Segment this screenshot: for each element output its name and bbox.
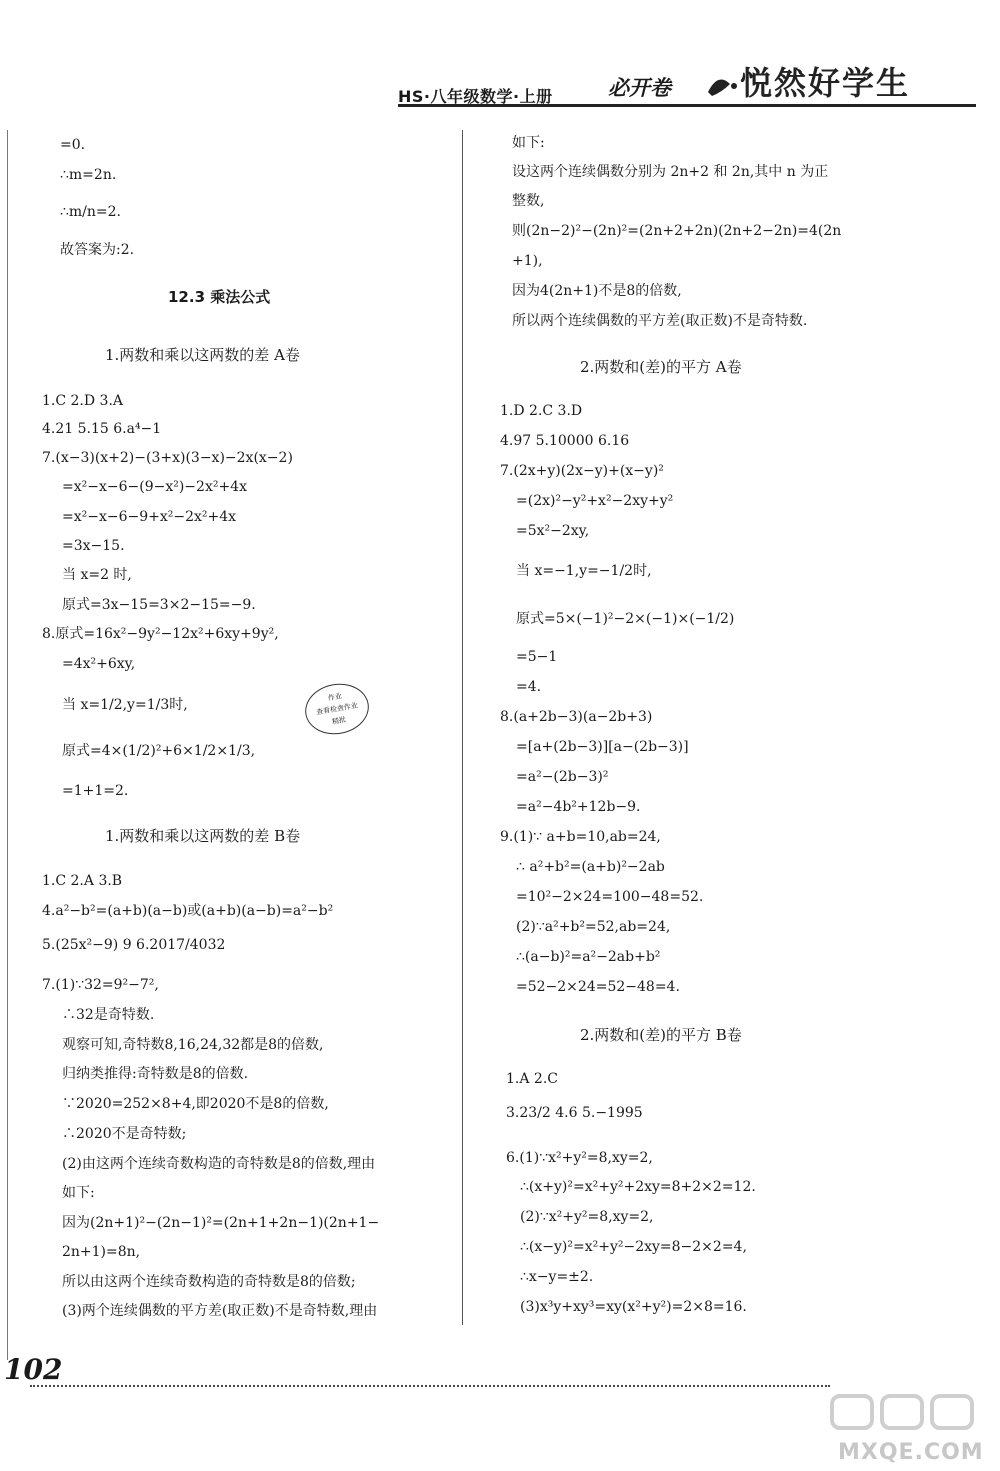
text-line: 2n+1)=8n, [62,1244,141,1260]
brand-name: 悦然好学生 [740,64,911,102]
text-line: 因为4(2n+1)不是8的倍数, [512,283,682,299]
stamp-text: 精批 [331,715,347,726]
text-line: ∴m/n=2. [60,204,122,220]
text-line: 因为(2n+1)²−(2n−1)²=(2n+1+2n−1)(2n+1− [62,1215,380,1231]
text-line: 则(2n−2)²−(2n)²=(2n+2+2n)(2n+2−2n)=4(2n [512,223,842,239]
text-line: =x²−x−6−(9−x²)−2x²+4x [62,479,247,495]
text-line: ∴ a²+b²=(a+b)²−2ab [516,859,665,875]
text-line: 4.a²−b²=(a+b)(a−b)或(a+b)(a−b)=a²−b² [42,903,334,919]
margin-line [7,130,8,1360]
text-line: 1.D 2.C 3.D [500,403,583,419]
teacher-stamp [301,679,373,739]
text-line: =0. [60,137,86,153]
text-line: ∵2020=252×8+4,即2020不是8的倍数, [62,1096,329,1112]
text-line: 8.原式=16x²−9y²−12x²+6xy+9y², [42,626,279,642]
text-line: (3)x³y+xy³=xy(x²+y²)=2×8=16. [520,1299,747,1315]
text-line: 当 x=1/2,y=1/3时, [62,697,188,713]
text-line: 原式=3x−15=3×2−15=−9. [62,597,256,613]
text-line: (2)∵x²+y²=8,xy=2, [520,1209,654,1225]
stamp-text: 查看检查作业 [315,701,359,717]
text-line: 3.23/2 4.6 5.−1995 [506,1105,643,1121]
watermark-text: MXQE.COM [838,1440,984,1465]
text-line: 5.(25x²−9) 9 6.2017/4032 [42,937,226,953]
text-line: 原式=4×(1/2)²+6×1/2×1/3, [62,743,256,759]
page-number: 102 [4,1353,63,1386]
text-line: 8.(a+2b−3)(a−2b+3) [500,709,653,725]
text-line: ∴32是奇特数. [62,1007,155,1023]
text-line: (2)∵a²+b²=52,ab=24, [516,919,671,935]
text-line: +1), [512,253,543,269]
text-line: 1.C 2.A 3.B [42,873,123,889]
text-line: 6.(1)∵x²+y²=8,xy=2, [506,1150,653,1166]
text-line: 4.97 5.10000 6.16 [500,433,630,449]
text-line: =[a+(2b−3)][a−(2b−3)] [516,739,689,755]
text-line: ∴m=2n. [60,167,117,183]
text-line: 1.C 2.D 3.A [42,393,124,409]
text-line: =10²−2×24=100−48=52. [516,889,704,905]
text-line: =4. [516,679,542,695]
text-line: 7.(1)∵32=9²−7², [42,977,159,993]
text-line: 当 x=−1,y=−1/2时, [516,563,652,579]
text-line: 当 x=2 时, [62,567,132,583]
text-line: =a²−(2b−3)² [516,769,609,785]
text-line: =5x²−2xy, [516,523,590,539]
text-line: 7.(x−3)(x+2)−(3+x)(3−x)−2x(x−2) [42,450,293,466]
text-line: 整数, [512,193,545,209]
text-line: =1+1=2. [62,783,129,799]
text-line: 所以由这两个连续奇数构造的奇特数是8的倍数; [62,1274,356,1290]
text-line: (2)由这两个连续奇数构造的奇特数是8的倍数,理由 [62,1156,376,1172]
text-line: =3x−15. [62,538,125,554]
text-line: 原式=5×(−1)²−2×(−1)×(−1/2) [516,611,735,627]
text-line: =a²−4b²+12b−9. [516,799,641,815]
text-line: ∴x−y=±2. [520,1269,594,1285]
text-line: 如下: [62,1185,95,1201]
text-line: 故答案为:2. [60,242,135,258]
text-line: ∴(a−b)²=a²−2ab+b² [516,949,661,965]
text-line: 设这两个连续偶数分别为 2n+2 和 2n,其中 n 为正 [512,164,829,180]
text-line: 如下: [512,135,545,151]
text-line: 1.A 2.C [506,1071,558,1087]
series-name: 必开卷 [608,75,671,100]
column-divider [462,130,463,1325]
stamp-text: 作业 [327,692,343,703]
text-line: ∴(x+y)²=x²+y²+2xy=8+2×2=12. [520,1179,756,1195]
subsection-heading: 1.两数和乘以这两数的差 A卷 [105,346,300,364]
section-heading: 12.3 乘法公式 [168,288,271,306]
text-line: ∴(x−y)²=x²+y²−2xy=8−2×2=4, [520,1239,747,1255]
text-line: =52−2×24=52−48=4. [516,979,680,995]
text-line: =4x²+6xy, [62,656,136,672]
book-title: HS·八年级数学·上册 [398,87,553,106]
subsection-heading: 2.两数和(差)的平方 A卷 [580,358,742,376]
text-line: 7.(2x+y)(2x−y)+(x−y)² [500,463,664,479]
subsection-heading: 2.两数和(差)的平方 B卷 [580,1026,742,1044]
subsection-heading: 1.两数和乘以这两数的差 B卷 [105,827,301,845]
text-line: 所以两个连续偶数的平方差(取正数)不是奇特数. [512,313,808,329]
header-rule [398,104,976,107]
text-line: =(2x)²−y²+x²−2xy+y² [516,493,674,509]
footer-rule [30,1385,830,1387]
text-line: =5−1 [516,649,558,665]
text-line: 归纳类推得:奇特数是8的倍数. [62,1066,249,1082]
text-line: 9.(1)∵ a+b=10,ab=24, [500,829,661,845]
text-line: =x²−x−6−9+x²−2x²+4x [62,509,237,525]
text-line: ∴2020不是奇特数; [62,1126,187,1142]
text-line: 观察可知,奇特数8,16,24,32都是8的倍数, [62,1037,324,1053]
text-line: (3)两个连续偶数的平方差(取正数)不是奇特数,理由 [62,1303,378,1319]
text-line: 4.21 5.15 6.a⁴−1 [42,421,162,437]
